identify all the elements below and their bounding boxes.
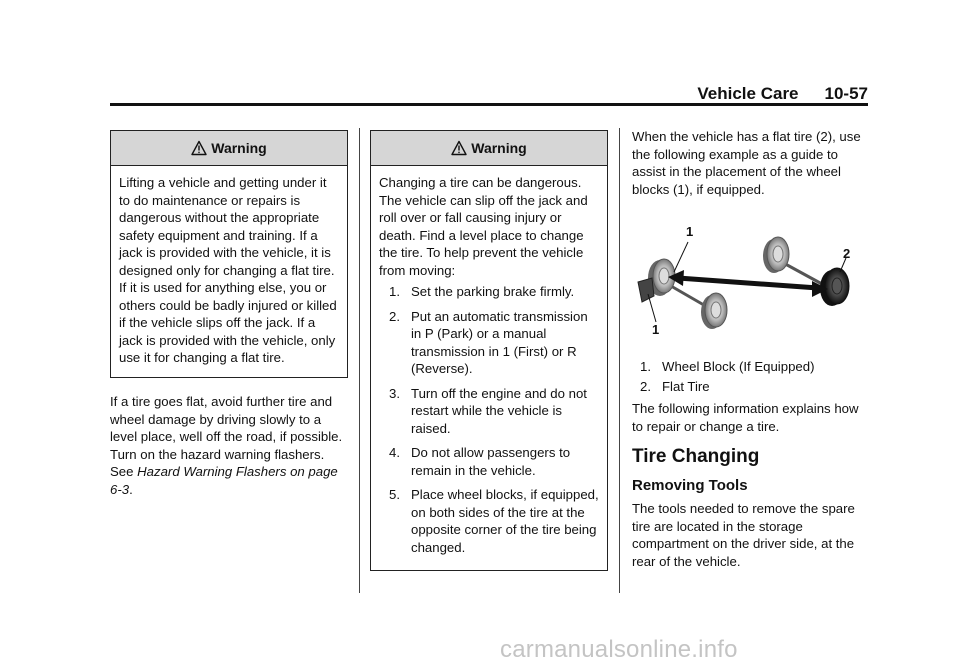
warning-box-changing bbox=[370, 130, 608, 571]
paragraph-period: . bbox=[129, 481, 133, 497]
callout-line-1a bbox=[674, 242, 688, 272]
callout-line-1b bbox=[648, 294, 656, 322]
safety-steps-list bbox=[379, 283, 599, 556]
header-section-title: Vehicle Care bbox=[697, 84, 799, 103]
warning-title: Warning bbox=[471, 140, 527, 156]
wheel-block-illustration bbox=[628, 210, 873, 350]
subsection-title-removing-tools: Removing Tools bbox=[632, 477, 748, 494]
list-item: 2. Flat Tire bbox=[640, 378, 710, 394]
warning-header bbox=[371, 131, 607, 166]
list-item: 3. Turn off the engine and do not restart while the vehicle is raised. bbox=[389, 385, 587, 436]
warning-icon bbox=[451, 140, 467, 156]
hazard-flashers-link[interactable]: Hazard Warning Flashers on page 6-3 bbox=[110, 464, 338, 497]
flat-tire-paragraph bbox=[110, 393, 350, 498]
list-item: 1. Set the parking brake firmly. bbox=[389, 284, 575, 299]
warning-box-lifting bbox=[110, 130, 348, 378]
header-page-number: 10-57 bbox=[824, 84, 868, 103]
callout-2: 2 bbox=[843, 246, 851, 261]
flat-tire bbox=[820, 268, 849, 306]
warning-header bbox=[111, 131, 347, 166]
column-divider-left bbox=[359, 128, 360, 593]
page-header bbox=[110, 84, 868, 104]
front-right-tire bbox=[701, 293, 727, 329]
list-item: 2. Put an automatic transmission in P (Park) or a manual transmission in 1 (First) or R (Reverse). bbox=[389, 308, 588, 376]
figure-legend bbox=[632, 358, 870, 397]
repair-info-paragraph: The following information explains how to repair or change a tire. bbox=[632, 401, 859, 434]
warning-intro: Changing a tire can be dangerous. The vehicle can slip off the jack and roll over or fall causing injury or death. Find a level place to change the tire. To help prevent the vehicle from moving: bbox=[379, 175, 588, 278]
list-item: 5. Place wheel blocks, if equipped, on both sides of the tire at the opposite corner of the tire being changed. bbox=[389, 487, 599, 555]
watermark: carmanualsonline.info bbox=[500, 636, 738, 663]
section-title-tire-changing: Tire Changing bbox=[632, 446, 760, 467]
flat-tire-text: If a tire goes flat, avoid further tire and wheel damage by driving slowly to a level place, well off the road, if possible. Turn on the hazard warning flashers. See bbox=[110, 394, 343, 479]
column-divider-right bbox=[619, 128, 620, 593]
tools-location-paragraph: The tools needed to remove the spare tire are located in the storage compartment on the driver side, at the rear of the vehicle. bbox=[632, 501, 855, 569]
warning-body bbox=[371, 166, 607, 571]
rear-left-tire bbox=[763, 237, 789, 273]
wheel-block-intro: When the vehicle has a flat tire (2), use the following example as a guide to assist in the placement of the wheel blocks (1), if equipped. bbox=[632, 129, 861, 197]
callout-1b: 1 bbox=[652, 322, 660, 337]
header-rule bbox=[110, 103, 868, 106]
list-item: 1. Wheel Block (If Equipped) bbox=[640, 359, 815, 374]
warning-icon bbox=[191, 140, 207, 156]
warning-title: Warning bbox=[211, 140, 267, 156]
list-item: 4. Do not allow passengers to remain in the vehicle. bbox=[389, 445, 571, 478]
wheel-block-icon bbox=[638, 278, 654, 302]
warning-body: Lifting a vehicle and getting under it to do maintenance or repairs is dangerous without the appropriate safety equipment and training. If a jack is provided with the vehicle, it is designed only for changing a flat tire. If it is used for anything else, you or others could be badly injured or killed if the vehicle slips off the jack. If a jack is provided with the vehicle, only use it for changing a flat tire. bbox=[119, 175, 337, 365]
callout-1a: 1 bbox=[686, 224, 694, 239]
